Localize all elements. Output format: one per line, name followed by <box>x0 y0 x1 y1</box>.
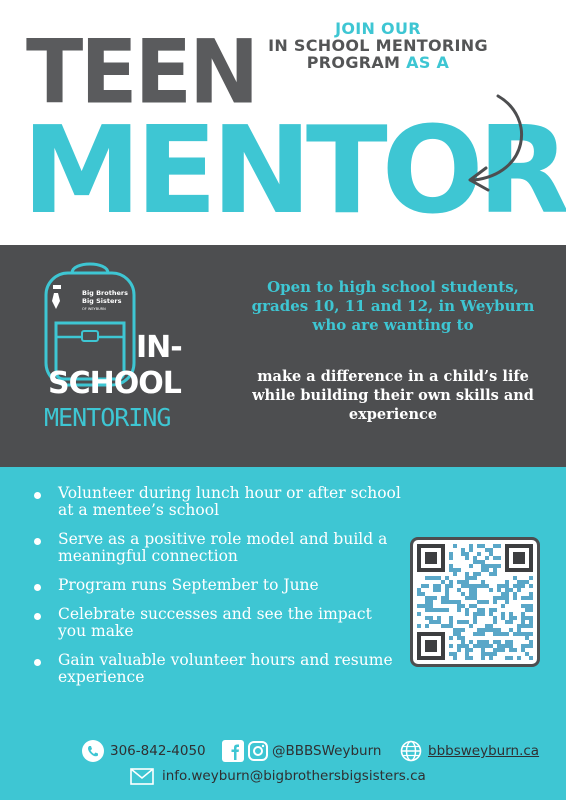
join-line3-a: PROGRAM <box>306 53 401 72</box>
instagram-icon[interactable] <box>247 740 269 762</box>
details-section <box>0 467 566 800</box>
globe-icon <box>400 740 422 762</box>
program-band <box>0 245 566 467</box>
facebook-icon[interactable] <box>222 740 244 762</box>
title-mentor: MENTOR <box>22 102 565 241</box>
list-item: Program runs September to June <box>34 577 404 594</box>
bullet-dot <box>34 659 41 666</box>
join-heading <box>228 20 528 71</box>
benefits-list <box>34 485 404 698</box>
logo-line1: Big Brothers <box>82 289 128 297</box>
list-item: Volunteer during lunch hour or after school at a mentee’s school <box>34 485 404 519</box>
bullet-dot <box>34 538 41 545</box>
qr-code-pattern <box>413 540 537 664</box>
bbbs-logo <box>82 289 128 313</box>
title-teen: TEEN <box>26 20 257 124</box>
social-handle[interactable]: @BBBSWeyburn <box>272 743 382 759</box>
logo-line3: OF WEYBURN <box>82 307 106 311</box>
bullet-dot <box>34 613 41 620</box>
join-line2: IN SCHOOL MENTORING <box>268 36 488 55</box>
curved-arrow-icon <box>428 90 538 200</box>
join-line3-b: AS A <box>406 53 450 72</box>
list-item: Gain valuable volunteer hours and resume experience <box>34 652 404 686</box>
school-text: SCHOOL <box>48 366 181 401</box>
contact-row-1 <box>82 740 552 764</box>
join-line1: JOIN OUR <box>335 19 421 38</box>
email-address[interactable]: info.weyburn@bigbrothersbigsisters.ca <box>162 768 426 784</box>
website-link[interactable]: bbbsweyburn.ca <box>428 743 540 759</box>
bullet-dot <box>34 492 41 499</box>
bullet-dot <box>34 584 41 591</box>
eligibility-text: Open to high school students, grades 10, 11 and 12, in Weyburn who are wanting to <box>251 278 535 334</box>
email-icon <box>130 768 154 785</box>
phone-number[interactable]: 306-842-4050 <box>110 743 206 759</box>
contact-row-2 <box>130 765 550 789</box>
phone-icon <box>82 740 104 762</box>
qr-code[interactable] <box>410 537 540 667</box>
list-item: Celebrate successes and see the impact you make <box>34 606 404 640</box>
mentoring-text: MENTORING <box>44 403 171 432</box>
logo-line2: Big Sisters <box>82 297 122 305</box>
in-text: IN- <box>136 330 182 365</box>
purpose-text: make a difference in a child’s life while building their own skills and experience <box>252 368 534 423</box>
list-item: Serve as a positive role model and build a meaningful connection <box>34 531 404 565</box>
header-section <box>0 0 566 245</box>
